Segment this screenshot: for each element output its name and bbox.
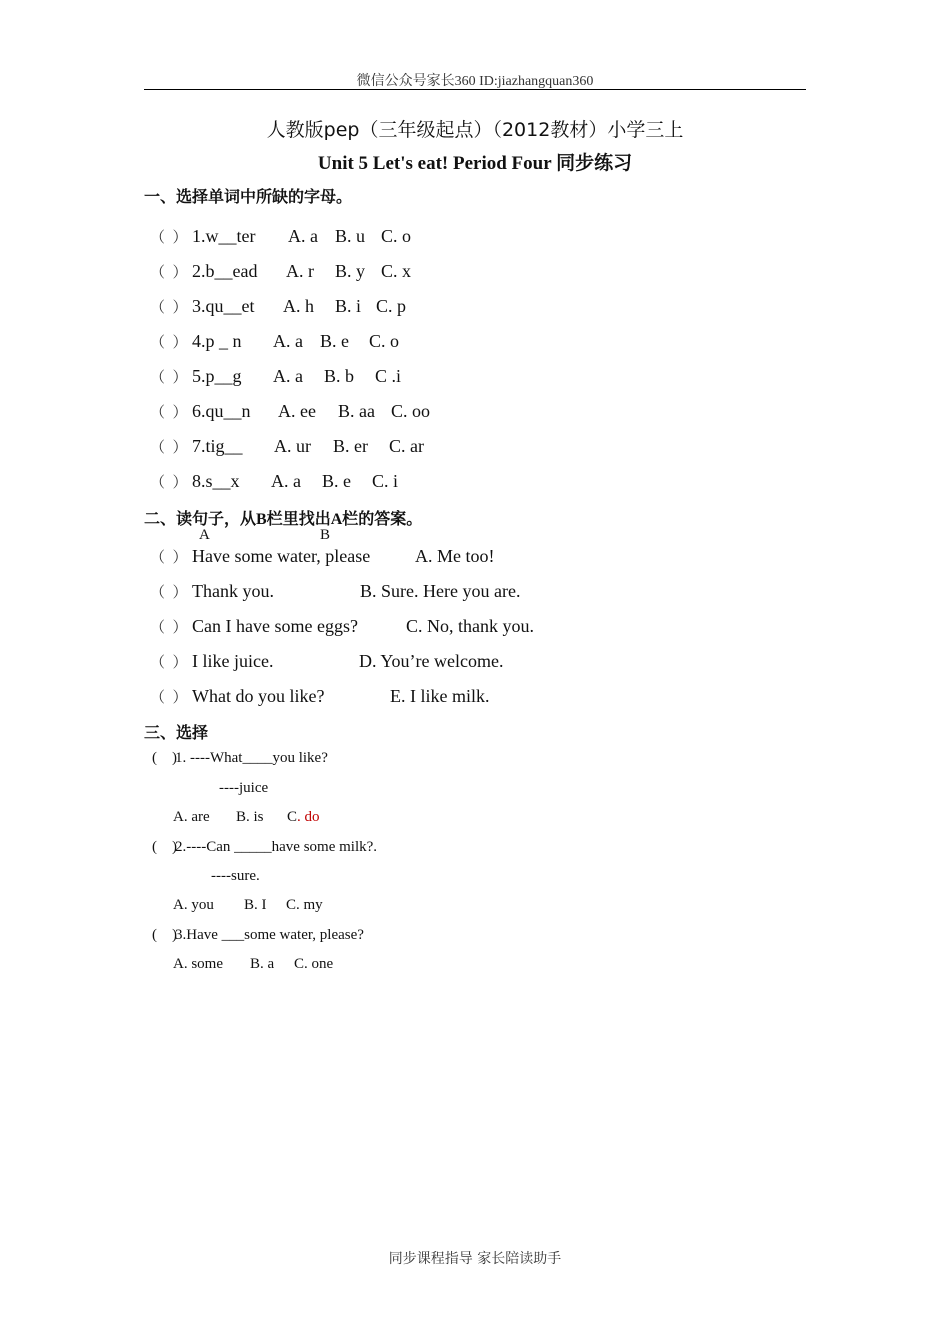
s2-answer: A. Me too! xyxy=(415,546,495,566)
column-a-label: A xyxy=(199,527,210,543)
page-header: 微信公众号家长360 ID:jiazhangquan360 xyxy=(356,74,594,89)
q2-option-b: B. I xyxy=(244,897,267,913)
s1-option-b: B. y xyxy=(335,261,366,281)
q3-option-c: C. one xyxy=(294,956,334,972)
q3-option-b: B. a xyxy=(250,956,275,972)
q2-paren: ( ) xyxy=(152,839,177,855)
s1-option-b: B. e xyxy=(322,471,351,491)
s2-answer: B. Sure. Here you are. xyxy=(360,581,521,601)
section3-heading: 三、选择 xyxy=(144,723,209,742)
s1-answer-paren: （ ） xyxy=(150,440,188,456)
q3-option-a: A. some xyxy=(173,956,223,972)
s1-word: 7.tig__ xyxy=(192,436,243,456)
q1-text: 1. ----What____you like? xyxy=(175,750,328,766)
s2-question: Thank you. xyxy=(192,581,274,601)
s1-option-a: A. a xyxy=(271,471,301,491)
s1-word: 3.qu__et xyxy=(192,296,255,316)
q1-reply: ----juice xyxy=(219,780,269,796)
s1-answer-paren: （ ） xyxy=(150,265,188,281)
q2-option-c: C. my xyxy=(286,897,323,913)
s1-word: 4.p _ n xyxy=(192,331,242,351)
s1-answer-paren: （ ） xyxy=(150,335,188,351)
section1-heading: 一、选择单词中所缺的字母。 xyxy=(144,187,353,206)
worksheet-subtitle: Unit 5 Let's eat! Period Four 同步练习 xyxy=(317,153,633,174)
q3-paren: ( ) xyxy=(152,927,177,943)
s1-option-b: B. u xyxy=(335,226,366,246)
worksheet-title: 人教版pep（三年级起点）（2012教材）小学三上 xyxy=(266,119,684,141)
s1-option-c: C. o xyxy=(381,226,412,246)
s2-answer: E. I like milk. xyxy=(390,686,490,706)
s1-option-a: A. a xyxy=(273,331,303,351)
s2-question: What do you like? xyxy=(192,686,325,706)
s1-option-c: C. p xyxy=(376,296,407,316)
s2-answer-paren: （ ） xyxy=(150,690,188,706)
s1-option-c: C. ar xyxy=(389,436,424,456)
s1-answer-paren: （ ） xyxy=(150,370,188,386)
q1-option-b: B. is xyxy=(236,809,264,825)
s1-option-b: B. i xyxy=(335,296,362,316)
s1-word: 5.p__g xyxy=(192,366,242,386)
s1-option-b: B. aa xyxy=(338,401,375,421)
s1-answer-paren: （ ） xyxy=(150,230,188,246)
s1-word: 2.b__ead xyxy=(192,261,258,281)
s1-option-b: B. er xyxy=(333,436,368,456)
q2-reply: ----sure. xyxy=(211,868,260,884)
s1-option-c: C. x xyxy=(381,261,412,281)
s1-option-c: C .i xyxy=(375,366,402,386)
s1-answer-paren: （ ） xyxy=(150,475,188,491)
s1-option-c: C. o xyxy=(369,331,400,351)
q2-text: 2.----Can _____have some milk?. xyxy=(175,839,378,855)
s1-word: 1.w__ter xyxy=(192,226,256,246)
q1-option-a: A. are xyxy=(173,809,210,825)
q3-text: 3.Have ___some water, please? xyxy=(175,927,364,943)
s1-word: 6.qu__n xyxy=(192,401,251,421)
s2-question: Can I have some eggs? xyxy=(192,616,358,636)
s1-option-a: A. a xyxy=(288,226,318,246)
s1-option-a: A. h xyxy=(283,296,314,316)
s2-answer: D. You’re welcome. xyxy=(359,651,504,671)
q2-option-a: A. you xyxy=(173,897,214,913)
s1-option-a: A. ee xyxy=(278,401,316,421)
s1-word: 8.s__x xyxy=(192,471,240,491)
q1-option-c-dot: . do xyxy=(297,809,320,825)
q1-paren: ( ) xyxy=(152,750,177,766)
s1-option-c: C. oo xyxy=(391,401,431,421)
column-b-label: B xyxy=(320,527,331,543)
s1-option-a: A. a xyxy=(273,366,303,386)
s1-answer-paren: （ ） xyxy=(150,300,188,316)
s1-option-b: B. b xyxy=(324,366,355,386)
s2-question: Have some water, please xyxy=(192,546,371,566)
s1-option-a: A. ur xyxy=(274,436,311,456)
s1-option-a: A. r xyxy=(286,261,314,281)
s2-answer: C. No, thank you. xyxy=(406,616,534,636)
header-divider xyxy=(144,89,806,90)
s2-answer-paren: （ ） xyxy=(150,585,188,601)
s1-answer-paren: （ ） xyxy=(150,405,188,421)
section2-heading: 二、读句子，从B栏里找出A栏的答案。 xyxy=(144,509,423,528)
s2-answer-paren: （ ） xyxy=(150,620,188,636)
s2-question: I like juice. xyxy=(192,651,274,671)
s2-answer-paren: （ ） xyxy=(150,550,188,566)
s2-answer-paren: （ ） xyxy=(150,655,188,671)
q1-option-c: C. do xyxy=(287,809,320,825)
page-footer: 同步课程指导 家长陪读助手 xyxy=(388,1251,562,1267)
s1-option-b: B. e xyxy=(320,331,349,351)
s1-option-c: C. i xyxy=(372,471,399,491)
